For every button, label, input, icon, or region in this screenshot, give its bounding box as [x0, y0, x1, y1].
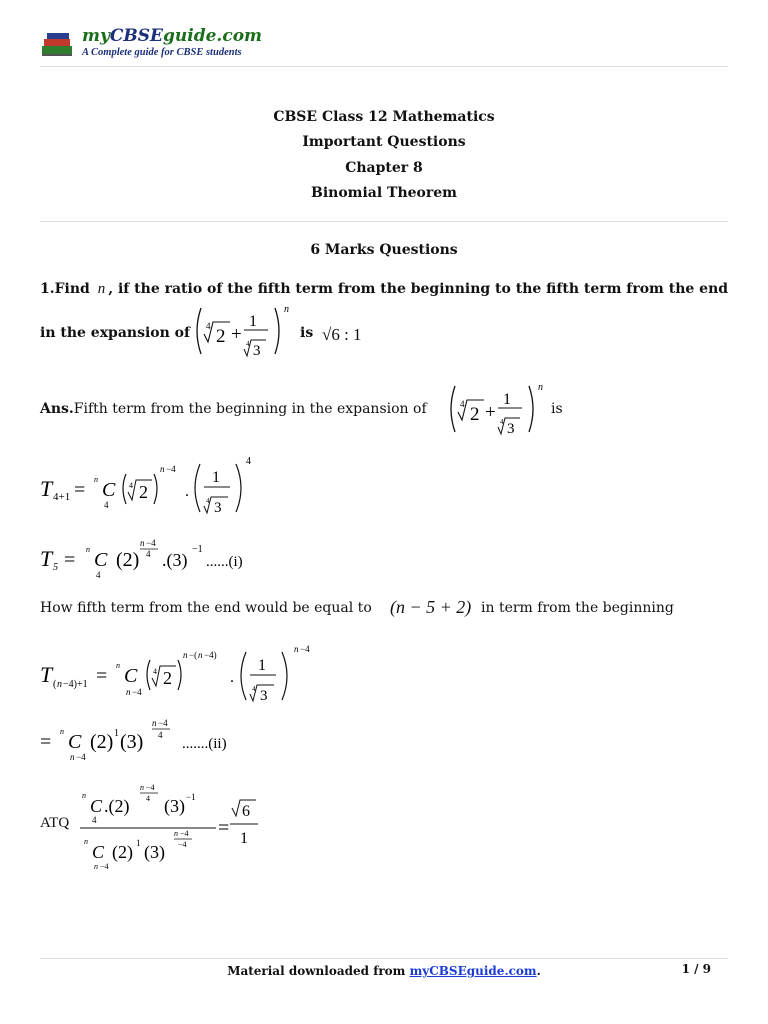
svg-text:n: n	[60, 727, 64, 736]
doc-title-line1: CBSE Class 12 Mathematics	[273, 109, 495, 125]
how-fifth-term-rest: in term from the beginning	[481, 600, 674, 616]
svg-text:n: n	[140, 783, 144, 792]
svg-text:4+1: 4+1	[53, 491, 71, 503]
title-divider	[40, 221, 728, 222]
svg-text:n: n	[160, 464, 165, 474]
svg-text:T: T	[40, 662, 53, 687]
svg-text:4: 4	[146, 794, 150, 803]
svg-text:C: C	[92, 842, 105, 862]
svg-text:(: (	[53, 679, 57, 690]
svg-text:−(: −(	[189, 650, 198, 660]
section-heading: 6 Marks Questions	[310, 242, 458, 258]
doc-title-line3: Chapter 8	[345, 160, 423, 176]
svg-text:−4: −4	[146, 783, 155, 792]
svg-text:−4: −4	[300, 644, 310, 654]
svg-text:3: 3	[253, 343, 261, 359]
svg-text:4: 4	[206, 321, 211, 331]
svg-text:n: n	[294, 644, 299, 654]
svg-text:C: C	[124, 665, 138, 687]
svg-text:4: 4	[460, 399, 465, 409]
svg-text:(3): (3)	[144, 842, 165, 862]
footer-link[interactable]: myCBSEguide.com	[409, 964, 537, 978]
expansion-expression	[192, 300, 298, 362]
equation-t4plus1	[40, 452, 270, 518]
svg-text:1: 1	[240, 830, 248, 847]
svg-text:4: 4	[158, 730, 163, 740]
svg-text:(2): (2)	[112, 842, 133, 862]
svg-text:−4: −4	[146, 538, 156, 548]
logo-tagline: A Complete guide for CBSE students	[82, 47, 242, 58]
atq-equation	[76, 780, 276, 872]
svg-text:n: n	[82, 791, 86, 800]
svg-text:n: n	[86, 545, 90, 554]
term-expression: (n − 5 + 2)	[390, 597, 472, 617]
equation-t5	[40, 534, 290, 586]
svg-text:T: T	[40, 546, 53, 571]
footer-divider	[40, 958, 728, 959]
equation-ii	[40, 716, 290, 766]
svg-text:(2): (2)	[90, 731, 114, 753]
svg-text:.......(ii): .......(ii)	[182, 736, 227, 752]
page-number: 1 / 9	[681, 962, 711, 976]
svg-text:=: =	[218, 817, 230, 839]
svg-text:T: T	[40, 476, 53, 501]
svg-text:=: =	[74, 479, 86, 501]
svg-text:=: =	[64, 549, 76, 571]
svg-text:1: 1	[503, 391, 511, 408]
svg-text:3: 3	[507, 421, 515, 437]
svg-text:n: n	[116, 661, 120, 670]
svg-text:1: 1	[258, 657, 266, 674]
svg-text:n: n	[538, 382, 543, 393]
svg-text:.(3): .(3)	[162, 550, 188, 570]
svg-text:3: 3	[260, 688, 268, 704]
svg-text:4: 4	[206, 497, 210, 505]
svg-text:−4): −4)	[204, 650, 217, 660]
svg-text:(3): (3)	[120, 731, 144, 753]
svg-text:C: C	[94, 549, 108, 571]
svg-text:2: 2	[139, 482, 148, 502]
svg-text:n: n	[174, 829, 178, 838]
svg-text:n: n	[140, 538, 145, 548]
answer-intro: Ans.Fifth term from the beginning in the expansion of	[40, 401, 427, 417]
svg-text:4: 4	[96, 570, 101, 580]
svg-text:=: =	[96, 665, 108, 687]
svg-text:(3): (3)	[164, 796, 185, 816]
svg-text:......(i): ......(i)	[206, 554, 243, 570]
svg-text:−1: −1	[186, 792, 196, 802]
svg-text:−4: −4	[100, 862, 109, 871]
ratio-value: √6 : 1	[322, 325, 362, 344]
svg-text:(2): (2)	[116, 549, 140, 571]
svg-text:−4: −4	[158, 718, 168, 728]
svg-text:n: n	[126, 687, 131, 697]
svg-text:4: 4	[92, 815, 97, 825]
logo-wordmark: myCBSEguide.com	[82, 26, 263, 46]
svg-text:.(2): .(2)	[104, 796, 130, 816]
svg-text:n: n	[94, 475, 98, 484]
svg-text:4: 4	[153, 667, 157, 676]
svg-text:4: 4	[252, 685, 256, 693]
svg-text:2: 2	[470, 404, 480, 425]
svg-text:5: 5	[53, 562, 58, 573]
svg-text:2: 2	[163, 668, 172, 688]
svg-text:+: +	[231, 324, 242, 345]
svg-text:3: 3	[214, 500, 222, 516]
svg-text:2: 2	[216, 326, 226, 347]
svg-text:1: 1	[136, 838, 141, 848]
question-line2-is: is	[300, 325, 314, 341]
svg-text:4: 4	[104, 500, 109, 510]
equation-tn4plus1	[40, 640, 330, 708]
how-fifth-term-text: How fifth term from the end would be equal to	[40, 600, 372, 616]
svg-text:−4: −4	[178, 840, 187, 849]
answer-intro-is: is	[551, 401, 563, 417]
svg-text:−1: −1	[192, 544, 203, 555]
question-line1: 1.Find n , if the ratio of the fifth term from the beginning to the fifth term from the end	[40, 281, 729, 297]
expansion-expression-answer	[446, 378, 552, 440]
svg-text:n: n	[70, 752, 75, 762]
doc-title-line4: Binomial Theorem	[310, 185, 457, 201]
svg-text:C: C	[90, 796, 103, 816]
question-line2-prefix: in the expansion of	[40, 325, 191, 341]
svg-text:n: n	[183, 650, 188, 660]
svg-text:=: =	[40, 731, 52, 753]
svg-text:−4: −4	[166, 464, 176, 474]
doc-title-line2: Important Questions	[302, 134, 466, 150]
svg-text:4: 4	[129, 481, 133, 490]
site-logo	[40, 24, 280, 64]
svg-text:4: 4	[246, 456, 251, 467]
svg-text:n: n	[152, 718, 157, 728]
svg-text:n: n	[198, 650, 203, 660]
svg-text:n: n	[57, 679, 62, 690]
svg-text:6: 6	[242, 803, 250, 820]
svg-text:−4: −4	[180, 829, 189, 838]
svg-text:−4: −4	[132, 687, 142, 697]
svg-text:1: 1	[212, 469, 220, 486]
svg-text:−4: −4	[76, 752, 86, 762]
svg-text:4: 4	[500, 418, 504, 426]
svg-text:C: C	[102, 479, 116, 501]
svg-text:1: 1	[249, 313, 257, 330]
svg-text:4: 4	[146, 549, 151, 559]
svg-text:n: n	[284, 304, 289, 315]
svg-text:4: 4	[246, 340, 250, 348]
svg-text:−4)+1: −4)+1	[63, 679, 88, 690]
svg-text:.: .	[230, 669, 234, 686]
svg-text:n: n	[94, 862, 98, 871]
atq-label: ATQ	[40, 815, 70, 831]
svg-text:1: 1	[114, 728, 119, 739]
svg-text:n: n	[84, 837, 88, 846]
svg-text:C: C	[68, 731, 82, 753]
footer-text: Material downloaded from myCBSEguide.com.	[227, 964, 541, 978]
header-divider	[40, 66, 728, 67]
svg-text:+: +	[485, 402, 496, 423]
svg-text:.: .	[185, 483, 189, 500]
books-icon	[40, 30, 74, 58]
